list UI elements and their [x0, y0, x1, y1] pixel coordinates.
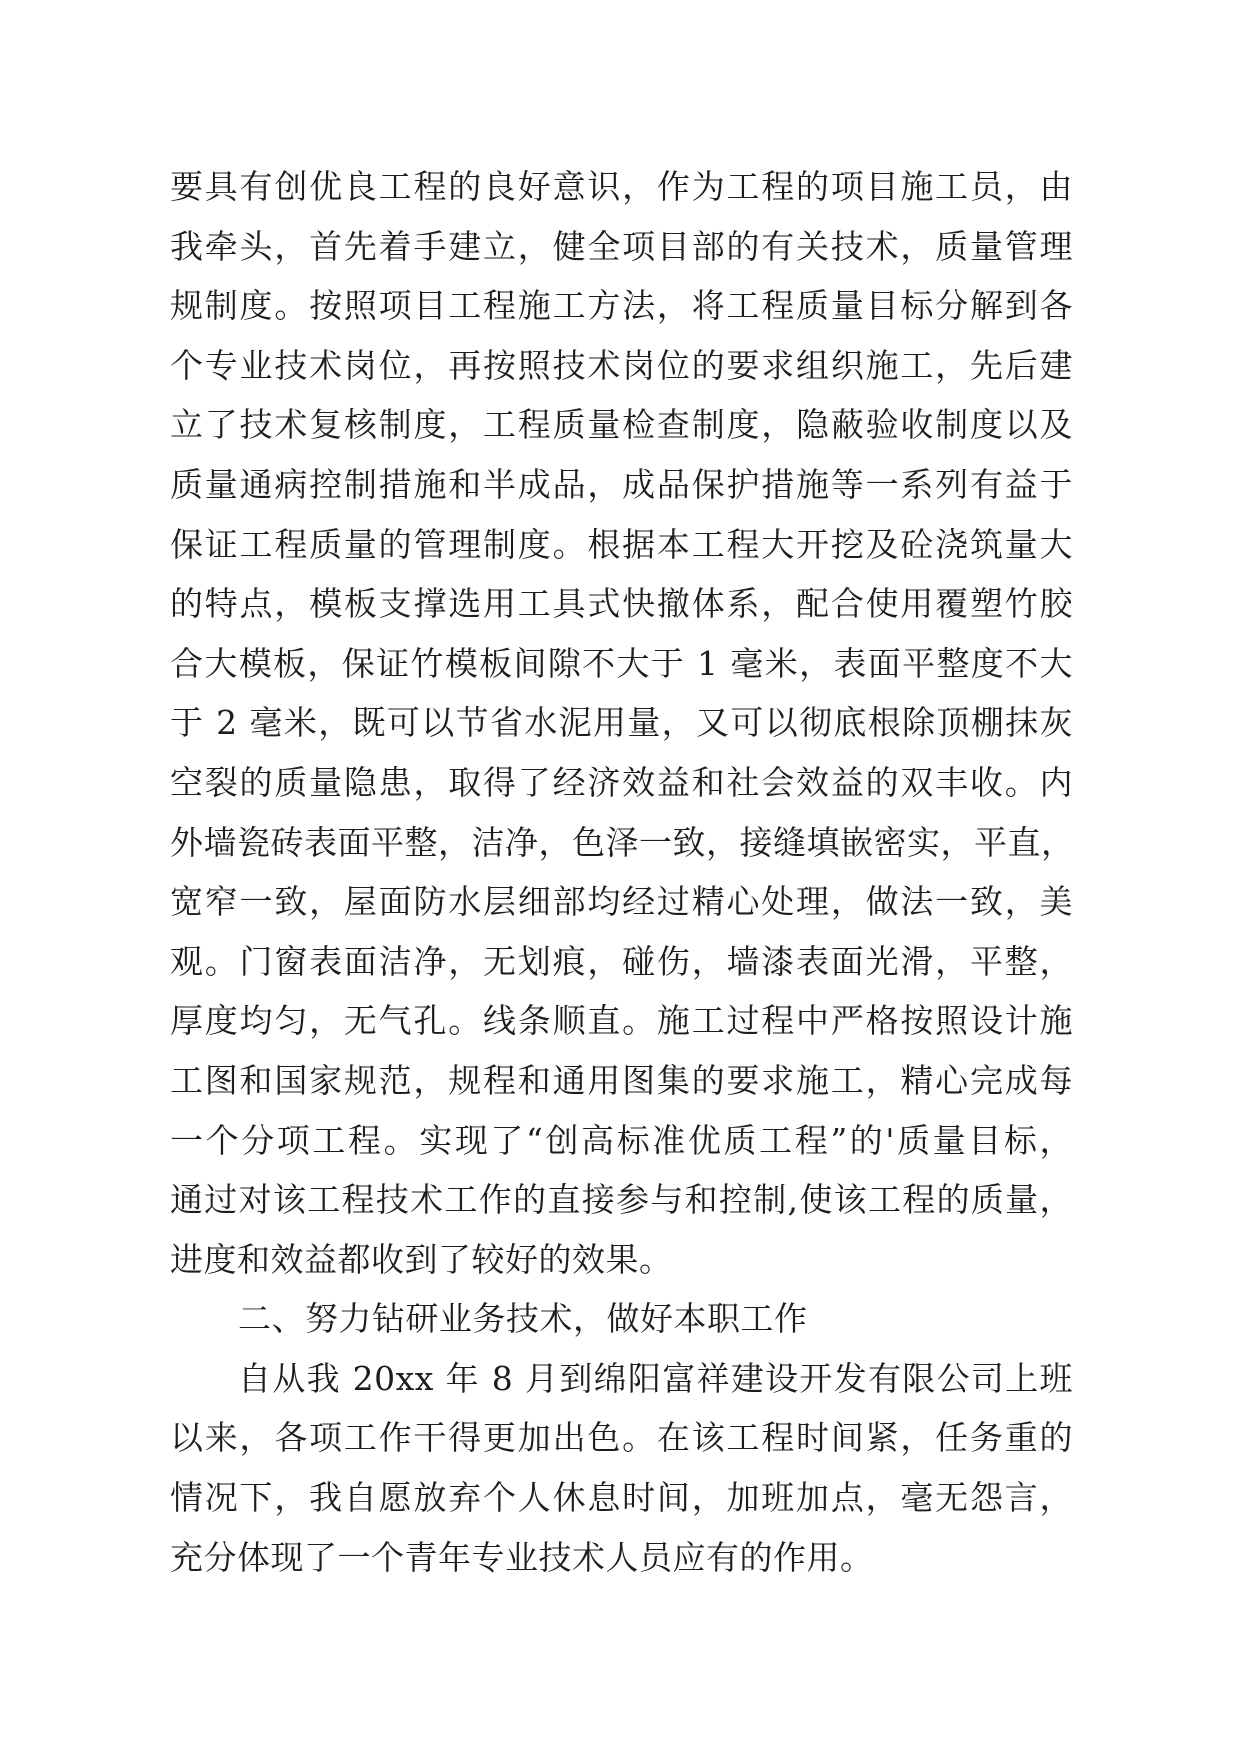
text-line: 厚度均匀，无气孔。线条顺直。施工过程中严格按照设计施 — [170, 1001, 1073, 1041]
text-line: 情况下，我自愿放弃个人休息时间，加班加点，毫无怨言， — [170, 1478, 1073, 1518]
text-line: 以来，各项工作干得更加出色。在该工程时间紧，任务重的 — [170, 1418, 1073, 1458]
text-line: 观。门窗表面洁净，无划痕，碰伤，墙漆表面光滑，平整， — [170, 941, 1073, 981]
text-line: 我牵头，首先着手建立，健全项目部的有关技术，质量管理 — [170, 226, 1073, 266]
text-line: 外墙瓷砖表面平整，洁净，色泽一致，接缝填嵌密实，平直， — [170, 822, 1075, 862]
text-line: 保证工程质量的管理制度。根据本工程大开挖及砼浇筑量大 — [170, 524, 1073, 564]
text-line: 进度和效益都收到了较好的效果。 — [170, 1239, 673, 1279]
text-block — [170, 157, 1073, 1587]
text-line: 于 2 毫米，既可以节省水泥用量，又可以彻底根除顶棚抹灰 — [170, 703, 1073, 743]
text-line: 宽窄一致，屋面防水层细部均经过精心处理，做法一致，美 — [170, 882, 1073, 922]
text-line: 规制度。按照项目工程施工方法，将工程质量目标分解到各 — [170, 286, 1073, 326]
text-line: 质量通病控制措施和半成品，成品保护措施等一系列有益于 — [170, 464, 1073, 504]
text-line: 工图和国家规范，规程和通用图集的要求施工，精心完成每 — [170, 1060, 1073, 1100]
paragraph-job-dedication — [170, 1349, 1073, 1587]
text-line: 二、努力钻研业务技术，做好本职工作 — [238, 1299, 808, 1339]
text-line: 要具有创优良工程的良好意识，作为工程的项目施工员，由 — [170, 167, 1073, 206]
text-line: 个专业技术岗位，再按照技术岗位的要求组织施工，先后建 — [170, 345, 1073, 385]
text-line: 一个分项工程。实现了“创高标准优质工程”的'质量目标， — [170, 1120, 1073, 1160]
text-line: 合大模板，保证竹模板间隙不大于 1 毫米，表面平整度不大 — [170, 643, 1073, 683]
text-line: 自从我 20xx 年 8 月到绵阳富祥建设开发有限公司上班 — [238, 1358, 1073, 1398]
text-line: 立了技术复核制度，工程质量检查制度，隐蔽验收制度以及 — [170, 405, 1073, 445]
text-line: 的特点，模板支撑选用工具式快撤体系，配合使用覆塑竹胶 — [170, 584, 1073, 624]
text-line: 充分体现了一个青年专业技术人员应有的作用。 — [170, 1537, 874, 1577]
paragraph-quality-management — [170, 157, 1073, 1289]
text-line: 空裂的质量隐患，取得了经济效益和社会效益的双丰收。内 — [170, 762, 1073, 802]
text-line: 通过对该工程技术工作的直接参与和控制,使该工程的质量， — [170, 1180, 1073, 1220]
paragraph-section-heading — [170, 1289, 1073, 1349]
